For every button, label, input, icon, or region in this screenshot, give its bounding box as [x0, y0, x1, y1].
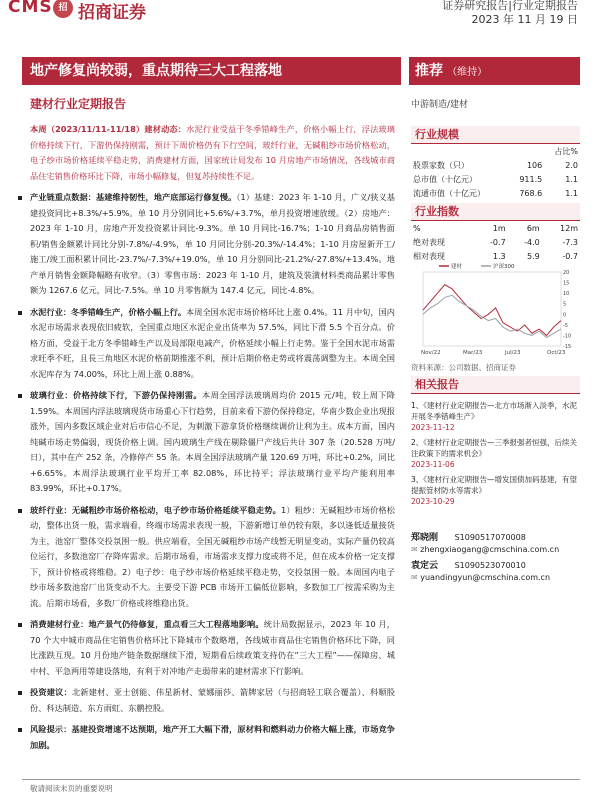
series-line — [423, 295, 561, 337]
related-date: 2023-11-06 — [411, 460, 455, 469]
bullet-body: 统计局数据显示，2023 年 10 月，70 个大中城市商品住宅销售价格环比下降城市个数略增，各线城市商品住宅销售价格环比下降，同比涨跌互现。10 月份地产链条数据继续下滑，短期看后续政策支持仍在“三大工程”——保障房、城中村、平急两用等建设落地，有利于对冲地产走弱带来的建材需求下行影响。 — [30, 619, 395, 676]
bullet-investment — [30, 685, 395, 716]
industry-label: 中游制造/建材 — [411, 100, 469, 110]
cell-pct: 1.1 — [565, 174, 578, 184]
y-tick-label: -5 — [563, 322, 568, 329]
table-header — [411, 221, 580, 235]
bullet-body: 本周全国浮法玻璃周均价 2015 元/吨，较上周下降 1.59%。本周国内浮法玻璃现货市场重心下行趋势，目前来看下游仍保持稳定，华南少数企业出现报涨外，国内多数区域企业对后市信心不足，为刺激下游拿货价格继续调价让利为主。成本方面，国内纯碱市场走势偏弱，现货价格上调。国内玻璃生产线在剔除僵尸产线后共计 307 条（20.528 万吨/日），其中在产 252 条，冷修停产 55 条。本周全国浮法玻璃产量 120.69 万吨，环比+0.2%，同比+6.65%。本周浮法玻璃行业平均开工率 82.08%，环比持平；浮法玻璃行业平均产能利用率 83.99%，环比+0.17%。 — [30, 390, 395, 493]
x-tick-label: Oct/23 — [547, 350, 566, 356]
logo-en: CMS — [8, 0, 53, 17]
related-title[interactable]: 3、《建材行业定期报告—增发国债加码基建，有望提振管材防水等需求》 — [411, 475, 578, 495]
y-tick-label: -10 — [563, 333, 572, 340]
cell-value: -4.0 — [524, 237, 540, 247]
related-reports-section — [411, 376, 580, 511]
y-tick-label: 15 — [563, 280, 570, 287]
report-category: 证券研究报告|行业定期报告 — [442, 0, 578, 12]
legend-label: 建材 — [451, 264, 463, 270]
cell-value: 5.9 — [527, 251, 540, 261]
bullet-head: 水泥行业：冬季错峰生产，价格小幅上行。 — [30, 306, 187, 317]
bullet-body: （1）基建：2023 年 1-10 月，广义/狭义基建投资同比+8.3%/+5.9%。单 10 月分别同比+5.6%/+3.7%，单月投资增速放缓。（2）房地产：2023 年 1-10 月，房地产开发投资累计同比-9.3%。单 10 月同比-16.7%；1-10 月商品房销售面积/销售金额累计同比分别-7.8%/-4.9%，单 10 月同比分别-20.3%/-14.4%；1-10 月房屋新开工/施工/竣工面积累计同比-23.7%/-7.3%/+19.0%，单 10 月分别同比-21.2%/-27.8%/+13.4%。地产单月销售金额降幅略有收窄。（3）零售市场：2023 年 1-10 月，建筑及装潢材料类商品累计零售额为 1267.6 亿元，同比-7.5%。单 10 月零售额为 147.4 亿元，同比-4.8%。 — [30, 192, 395, 295]
list-item[interactable] — [411, 474, 580, 507]
y-tick-label: 0 — [563, 312, 567, 319]
bullet-risk — [30, 722, 395, 753]
bullet-consumer-materials — [30, 617, 395, 679]
related-title[interactable]: 2、《建材行业定期报告—三季报强者恒强，后续关注政策下的需求机会》 — [411, 438, 578, 458]
bullet-cement — [30, 305, 395, 383]
rating-label: 推荐 — [415, 63, 443, 79]
cell-pct: 1.1 — [565, 188, 578, 198]
bullet-head: 投资建议： — [30, 687, 72, 697]
col-header: 1m — [492, 223, 506, 233]
report-type: 建材行业定期报告 — [30, 97, 127, 111]
main-content — [30, 122, 395, 753]
x-tick-label: Mar/23 — [463, 350, 483, 356]
scale-unit: 占比% — [554, 146, 578, 156]
list-item[interactable] — [411, 437, 580, 470]
bullet-body: 北新建材、亚士创能、伟星新材、蒙娜丽莎、箭牌家居（与招商轻工联合覆盖）、科顺股份、科达制造、东方雨虹、东鹏控股。 — [30, 687, 395, 713]
cell-pct: 2.0 — [565, 160, 578, 170]
analyst-email-row[interactable] — [411, 544, 580, 556]
cell-label: 相对表现 — [413, 251, 445, 261]
index-chart — [411, 260, 580, 360]
analyst-email[interactable]: yuandingyun@cmschina.com.cn — [420, 573, 551, 582]
x-tick-label: Nov/22 — [421, 350, 441, 356]
table-row — [411, 172, 580, 186]
legend-label: 沪深300 — [493, 264, 515, 270]
analyst-id: S1090517070008 — [454, 533, 526, 542]
brand-logo — [0, 0, 160, 22]
analyst-name: 郑晓刚 — [411, 533, 439, 543]
logo-emblem-icon: 招 — [53, 0, 73, 18]
col-header: 6m — [526, 223, 540, 233]
index-chart-svg — [411, 260, 580, 360]
scale-table — [411, 144, 580, 200]
list-item[interactable] — [411, 400, 580, 433]
rating-sub: （维持） — [447, 67, 488, 78]
analyst-card — [411, 532, 580, 544]
section-title: 行业规模 — [411, 126, 580, 144]
bullet-head: 产业链重点数据：基建维持韧性，地产底部运行修复慢。 — [30, 192, 237, 202]
cell-label: 流通市值（十亿元） — [413, 188, 485, 198]
bullet-body: 本周全国水泥市场价格环比上涨 0.4%。11 月中旬，国内水泥市场需求表现依旧疲软，全国重点地区水泥企业出货率为 57.5%，同比下滑 5.5 个百分点。价格方面，受益于北方冬季错峰生产以及局部限电减产，价格延续小幅上行走势。鉴于全国水泥市场需求旺季不旺，且長三角地区水泥价格前期推涨不利，预计后期价格走势或将震荡调整为主。本周全国水泥库存为 74.00%，环比上周上涨 0.88%。 — [30, 306, 395, 379]
cell-label: 股票家数（只） — [413, 160, 469, 170]
table-row — [411, 186, 580, 200]
y-tick-label: 5 — [563, 301, 567, 308]
cell-label: 总市值（十亿元） — [413, 174, 477, 184]
summary-lead: 本周（2023/11/11-11/18）建材动态： — [30, 124, 187, 134]
industry-index-section — [411, 203, 580, 263]
cell-value: -7.3 — [562, 237, 578, 247]
cell-value: 106 — [526, 160, 543, 170]
plot-frame — [423, 272, 561, 346]
analyst-id: S1090523070010 — [454, 561, 526, 570]
related-title[interactable]: 1、《建材行业定期报告—北方市场渐入淡季，水泥开展冬季错峰生产》 — [411, 401, 578, 421]
x-tick-label: Jul/23 — [505, 350, 521, 356]
y-tick-label: 20 — [563, 270, 570, 276]
logo-cn: 招商证券 — [78, 3, 146, 23]
cell-value: 911.5 — [519, 174, 543, 184]
index-table — [411, 221, 580, 263]
cell-value: 768.6 — [519, 188, 543, 198]
bullet-head: 玻纤行业：无碱粗纱市场价格松动，电子纱市场价格延续平稳走势。 — [30, 504, 282, 515]
email-icon: ✉ — [411, 545, 418, 554]
bullet-head: 消费建材行业：地产景气仍待修复，重点看三大工程落地影响。 — [30, 619, 264, 629]
section-title: 行业指数 — [411, 203, 580, 221]
cell-value: -0.7 — [490, 237, 506, 247]
footer-divider — [22, 779, 580, 780]
related-list — [411, 400, 580, 507]
analyst-email[interactable]: zhengxiaogang@cmschina.com.cn — [420, 545, 560, 554]
cell-label: 绝对表现 — [413, 237, 445, 247]
table-row — [411, 235, 580, 249]
bullet-data — [30, 190, 395, 299]
chart-source: 资料来源：公司数据、招商证券 — [411, 363, 516, 372]
analyst-name: 袁定云 — [411, 561, 439, 571]
col-header: % — [413, 223, 421, 233]
summary-text: 水泥行业受益于冬季错峰生产，价格小幅上行，浮法玻璃价格持续下行，下游仍保持刚需，预计下周价格仍有下行空间，玻纤行业，无碱粗纱市场价格松动，电子纱市场价格延续平稳走势，消费建材方面，国家统计局发布 10 月房地产市场情况，各线城市商品住宅销售价格环比下降，市场小幅修复，但复苏持续性不足。 — [30, 124, 395, 181]
y-tick-label: -15 — [563, 344, 572, 350]
report-date: 2023 年 11 月 19 日 — [471, 13, 578, 26]
bullet-body: 1）粗纱：无碱粗纱市场价格松动，整体出货一般，需求端看，终端市场需求表现一般，下游新增订单仍较有限，多以逢低适量接货为主，池窑厂整体交投氛围一般。供应端看，全国无碱粗纱市场产线暂无明显变动，实际产量仍较高位运行，多数池窑厂存降库需求。后期市场看，市场需求支撑力度或将不足，但在成本价格一定支撑下，预计价格或将维稳。2）电子纱：电子纱市场价格延续平稳走势，交投氛围一般。本周国内电子纱市场多数池窑厂出货变动不大。主要受下游 PCB 市场开工偏低位影响，多数加工厂按需采购为主流。后期市场看，多数厂价格或将维稳出货。 — [30, 504, 395, 608]
col-header: 12m — [560, 223, 578, 233]
analyst-email-row[interactable] — [411, 572, 580, 584]
y-tick-label: 10 — [563, 291, 570, 298]
cell-value: 1.3 — [492, 251, 506, 261]
bullet-fiberglass — [30, 503, 395, 612]
section-title: 相关报告 — [411, 376, 580, 394]
bullet-head: 风险提示：基建投资增速不达预期，地产开工大幅下滑，原材料和燃料动力价格大幅上涨，市场竞争加剧。 — [30, 724, 395, 750]
industry-scale-section — [411, 126, 580, 200]
email-icon: ✉ — [411, 573, 418, 582]
analyst-card — [411, 560, 580, 572]
footer-note: 敬请阅读末页的重要说明 — [30, 784, 113, 793]
analyst-contacts — [411, 532, 580, 584]
banner-title: 地产修复尚较弱，重点期待三大工程落地 — [22, 57, 401, 85]
bullet-glass — [30, 388, 395, 497]
series-line — [423, 285, 561, 336]
bullet-head: 玻璃行业：价格持续下行，下游仍保持刚需。 — [30, 390, 202, 400]
related-date: 2023-10-29 — [411, 497, 455, 506]
cell-value: -0.7 — [562, 251, 578, 261]
rating-banner — [409, 57, 580, 85]
summary-paragraph — [30, 122, 395, 184]
related-date: 2023-11-12 — [411, 423, 455, 432]
table-row — [411, 158, 580, 172]
